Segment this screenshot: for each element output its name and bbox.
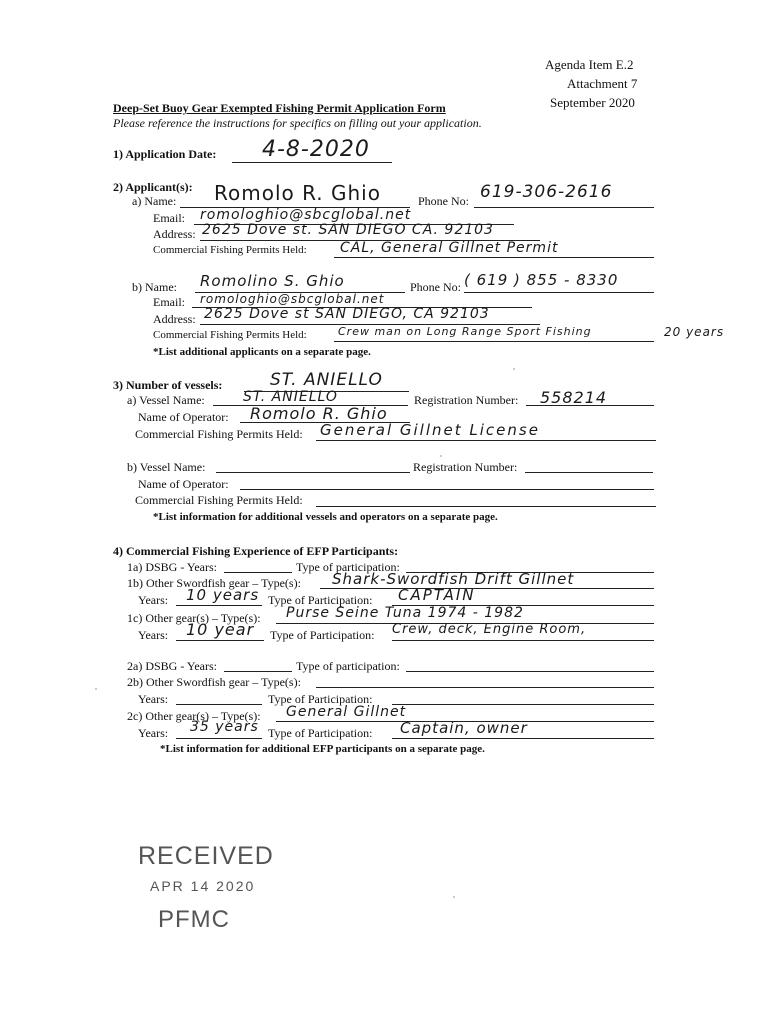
- vessel-b-permits-label: Commercial Fishing Permits Held:: [135, 493, 303, 507]
- applicant-a-name-label: a) Name:: [132, 194, 177, 208]
- r1c-years-line: [176, 640, 264, 641]
- scan-speck: [95, 688, 97, 690]
- r2b-type-line[interactable]: [316, 687, 654, 688]
- applicant-b-email-label: Email:: [153, 295, 185, 309]
- r1c-years-value[interactable]: 10 year: [186, 620, 255, 639]
- vessel-b-operator-label: Name of Operator:: [138, 477, 229, 491]
- r2c-years-value[interactable]: 35 years: [190, 719, 259, 735]
- applicant-a-email-label: Email:: [153, 211, 185, 225]
- agenda-item: Agenda Item E.2: [545, 57, 634, 72]
- r1a-label: 1a) DSBG - Years:: [127, 560, 217, 574]
- applicant-b-email-value[interactable]: romologhio@sbcglobal.net: [200, 292, 385, 306]
- attachment-number: Attachment 7: [567, 76, 638, 91]
- r2b-years-line[interactable]: [176, 704, 262, 705]
- r1a-type-label: Type of participation:: [296, 560, 400, 574]
- r1c-part-line: [392, 640, 654, 641]
- r2b-part-line[interactable]: [392, 704, 654, 705]
- applicant-a-phone-label: Phone No:: [418, 194, 469, 208]
- applicant-b-address-label: Address:: [153, 312, 196, 326]
- vessel-a-reg-value[interactable]: 558214: [540, 388, 608, 407]
- r1b-years-line: [176, 605, 262, 606]
- vessel-b-name-label: b) Vessel Name:: [127, 460, 206, 474]
- form-subtitle: Please reference the instructions for specifics on filling out your application.: [113, 116, 482, 130]
- applicant-b-permits-line: [334, 341, 654, 342]
- application-date-label: 1) Application Date:: [113, 147, 217, 161]
- r2c-part-line: [392, 738, 654, 739]
- r2b-part-label: Type of Participation:: [268, 692, 373, 706]
- received-stamp-org: PFMC: [158, 906, 230, 933]
- received-stamp-date: APR 14 2020: [150, 878, 256, 894]
- r2c-part-value[interactable]: Captain, owner: [400, 719, 528, 737]
- application-date-value[interactable]: 4-8-2020: [262, 137, 370, 162]
- r1b-type-line: [320, 588, 654, 589]
- vessel-b-name-line[interactable]: [216, 472, 410, 473]
- applicant-a-email-value[interactable]: romologhio@sbcglobal.net: [200, 207, 412, 223]
- r1c-years-label: Years:: [138, 628, 169, 642]
- r1b-type-value[interactable]: Shark-Swordfish Drift Gillnet: [332, 570, 575, 588]
- r1b-label: 1b) Other Swordfish gear – Type(s):: [127, 576, 301, 590]
- vessel-a-name-label: a) Vessel Name:: [127, 393, 205, 407]
- scan-speck: [440, 455, 442, 457]
- applicant-a-name-value[interactable]: Romolo R. Ghio: [214, 181, 381, 205]
- received-stamp: RECEIVED: [138, 842, 274, 870]
- r2c-years-label: Years:: [138, 726, 169, 740]
- applicant-a-permits-line: [334, 257, 654, 258]
- experience-note: *List information for additional EFP participants on a separate page.: [160, 743, 485, 755]
- applicant-a-address-value[interactable]: 2625 Dove st. SAN DIEGO CA. 92103: [202, 222, 494, 238]
- scan-speck: [513, 368, 515, 370]
- vessel-b-reg-line[interactable]: [525, 472, 653, 473]
- vessel-a-operator-value[interactable]: Romolo R. Ghio: [250, 404, 388, 423]
- experience-label: 4) Commercial Fishing Experience of EFP Participants:: [113, 544, 399, 558]
- r1b-part-label: Type of Participation:: [268, 593, 373, 607]
- vessel-b-permits-line[interactable]: [316, 506, 656, 507]
- r2a-label: 2a) DSBG - Years:: [127, 659, 217, 673]
- vessel-a-reg-label: Registration Number:: [414, 393, 519, 407]
- applicant-a-permits-label: Commercial Fishing Permits Held:: [153, 244, 307, 256]
- applicant-b-name-value[interactable]: Romolino S. Ghio: [200, 272, 345, 290]
- applicant-b-permits-label: Commercial Fishing Permits Held:: [153, 329, 307, 341]
- vessel-a-permits-line: [316, 440, 656, 441]
- applicant-a-address-label: Address:: [153, 227, 196, 241]
- applicants-label: 2) Applicant(s):: [113, 180, 193, 194]
- vessel-a-permits-value[interactable]: General Gillnet License: [320, 421, 540, 439]
- vessels-value[interactable]: ST. ANIELLO: [270, 370, 383, 390]
- form-title: Deep-Set Buoy Gear Exempted Fishing Permit Application Form: [113, 101, 446, 115]
- vessel-a-operator-label: Name of Operator:: [138, 410, 229, 424]
- r2c-label: 2c) Other gear(s) – Type(s):: [127, 709, 261, 723]
- r2b-years-label: Years:: [138, 692, 169, 706]
- vessel-b-reg-label: Registration Number:: [413, 460, 518, 474]
- application-date-line: [232, 162, 392, 163]
- applicant-a-phone-value[interactable]: 619-306-2616: [480, 182, 613, 202]
- vessel-b-operator-line[interactable]: [240, 489, 654, 490]
- applicant-b-phone-value[interactable]: ( 619 ) 855 - 8330: [464, 271, 619, 289]
- vessel-a-permits-label: Commercial Fishing Permits Held:: [135, 427, 303, 441]
- r1b-years-value[interactable]: 10 years: [186, 586, 260, 604]
- vessels-label: 3) Number of vessels:: [113, 378, 223, 392]
- r1b-part-value[interactable]: CAPTAIN: [398, 586, 476, 604]
- r1b-years-label: Years:: [138, 593, 169, 607]
- applicant-a-phone-line: [474, 207, 654, 208]
- applicants-note: *List additional applicants on a separate page.: [153, 346, 371, 358]
- r2a-type-label: Type of participation:: [296, 659, 400, 673]
- applicant-b-permits-extra: 20 years: [664, 325, 725, 339]
- r1c-type-value[interactable]: Purse Seine Tuna 1974 - 1982: [286, 605, 524, 621]
- r2a-years-line[interactable]: [224, 671, 292, 672]
- applicant-a-permits-value[interactable]: CAL, General Gillnet Permit: [340, 240, 559, 256]
- r2a-type-line[interactable]: [406, 671, 654, 672]
- r2b-label: 2b) Other Swordfish gear – Type(s):: [127, 675, 301, 689]
- scan-speck: [453, 896, 455, 898]
- r2c-part-label: Type of Participation:: [268, 726, 373, 740]
- r2c-type-value[interactable]: General Gillnet: [286, 704, 407, 720]
- applicant-b-permits-value[interactable]: Crew man on Long Range Sport Fishing: [338, 325, 592, 338]
- r1c-label: 1c) Other gear(s) – Type(s):: [127, 611, 261, 625]
- r2c-years-line: [176, 738, 262, 739]
- vessels-note: *List information for additional vessels and operators on a separate page.: [153, 511, 498, 523]
- applicant-b-phone-line: [464, 292, 654, 293]
- applicant-b-name-label: b) Name:: [132, 280, 177, 294]
- r1a-years-line[interactable]: [224, 572, 292, 573]
- agenda-date: September 2020: [550, 95, 635, 110]
- applicant-b-phone-label: Phone No:: [410, 280, 461, 294]
- r1c-part-label: Type of Participation:: [270, 628, 375, 642]
- r1c-part-value[interactable]: Crew, deck, Engine Room,: [392, 622, 587, 637]
- vessel-a-name-value[interactable]: ST. ANIELLO: [243, 389, 338, 405]
- applicant-b-address-value[interactable]: 2625 Dove st SAN DIEGO, CA 92103: [204, 306, 490, 322]
